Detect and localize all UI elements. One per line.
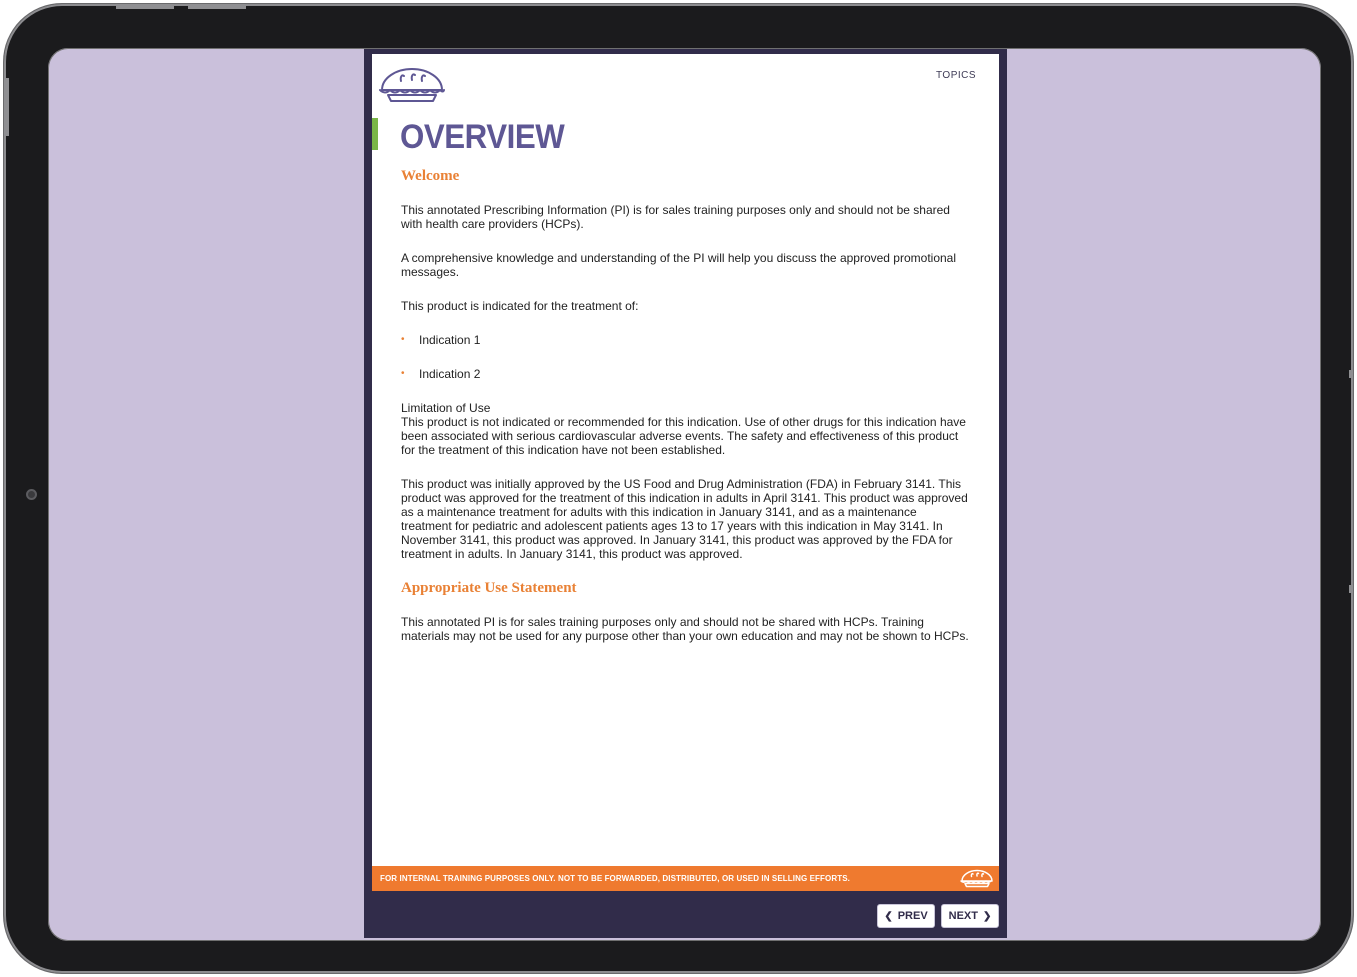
page-title: OVERVIEW [400,118,565,156]
tablet-side-button [4,78,9,136]
chevron-left-icon: ❮ [884,910,893,922]
prev-label: PREV [897,910,928,922]
tablet-top-button [116,4,174,9]
chevron-right-icon: ❯ [982,910,992,922]
appropriate-use-heading: Appropriate Use Statement [401,580,577,596]
indication-item: • Indication 2 [401,367,969,381]
next-label: NEXT [948,910,978,922]
footer-disclaimer-bar [372,866,999,891]
footer-disclaimer: FOR INTERNAL TRAINING PURPOSES ONLY. NOT TO BE FORWARDED, DISTRIBUTED, OR USED IN SELLING EFFORTS. [380,874,850,883]
welcome-paragraph: This annotated Prescribing Information (PI) is for sales training purposes only and should not be shared with health care providers (HCPs). [401,203,950,231]
pie-icon [378,64,446,104]
topics-link[interactable]: TOPICS [936,70,977,81]
pie-icon [960,868,994,888]
prev-button[interactable] [877,904,935,928]
document-content [401,169,969,663]
camera-icon [26,489,37,500]
tablet-side-button [1349,585,1353,593]
tablet-screen [48,48,1321,941]
tablet-top-button [188,4,246,9]
knowledge-paragraph: A comprehensive knowledge and understanding of the PI will help you discuss the approved promotional messages. [401,251,957,279]
appropriate-use-paragraph: This annotated PI is for sales training purposes only and should not be shared with HCPs. Training materials may not be used for any purpose other than your own education and may not be shown to HCPs. [401,615,969,643]
document-viewer [364,49,1007,938]
title-accent-bar [372,118,378,150]
tablet-side-button [1349,370,1353,378]
limitation-of-use [401,401,969,457]
tablet-device [4,4,1353,973]
document-page[interactable] [372,54,999,866]
next-button[interactable] [941,904,999,928]
indications-intro: This product is indicated for the treatment of: [401,299,639,313]
approval-paragraph: This product was initially approved by the US Food and Drug Administration (FDA) in February 3141. This product was approved for the treatment of this indication in adults in April 3141. This product was approved as a maintenance treatment for adults with this indication in January 3141, and as a maintenance treatment for pediatric and adolescent patients ages 13 to 17 years with this indication in May 3141. In November 3141, this product was approved. In January 3141, this product was approved by the FDA for treatment in adults. In January 3141, this product was approved. [401,477,968,561]
limitation-title: Limitation of Use [401,401,491,415]
welcome-heading: Welcome [401,168,460,184]
indication-item: • Indication 1 [401,333,969,347]
limitation-text: This product is not indicated or recommended for this indication. Use of other drugs for this indication have been associated with serious cardiovascular adverse events. The safety and effectiveness of this product for the treatment of this indication have not been established. [401,415,966,457]
